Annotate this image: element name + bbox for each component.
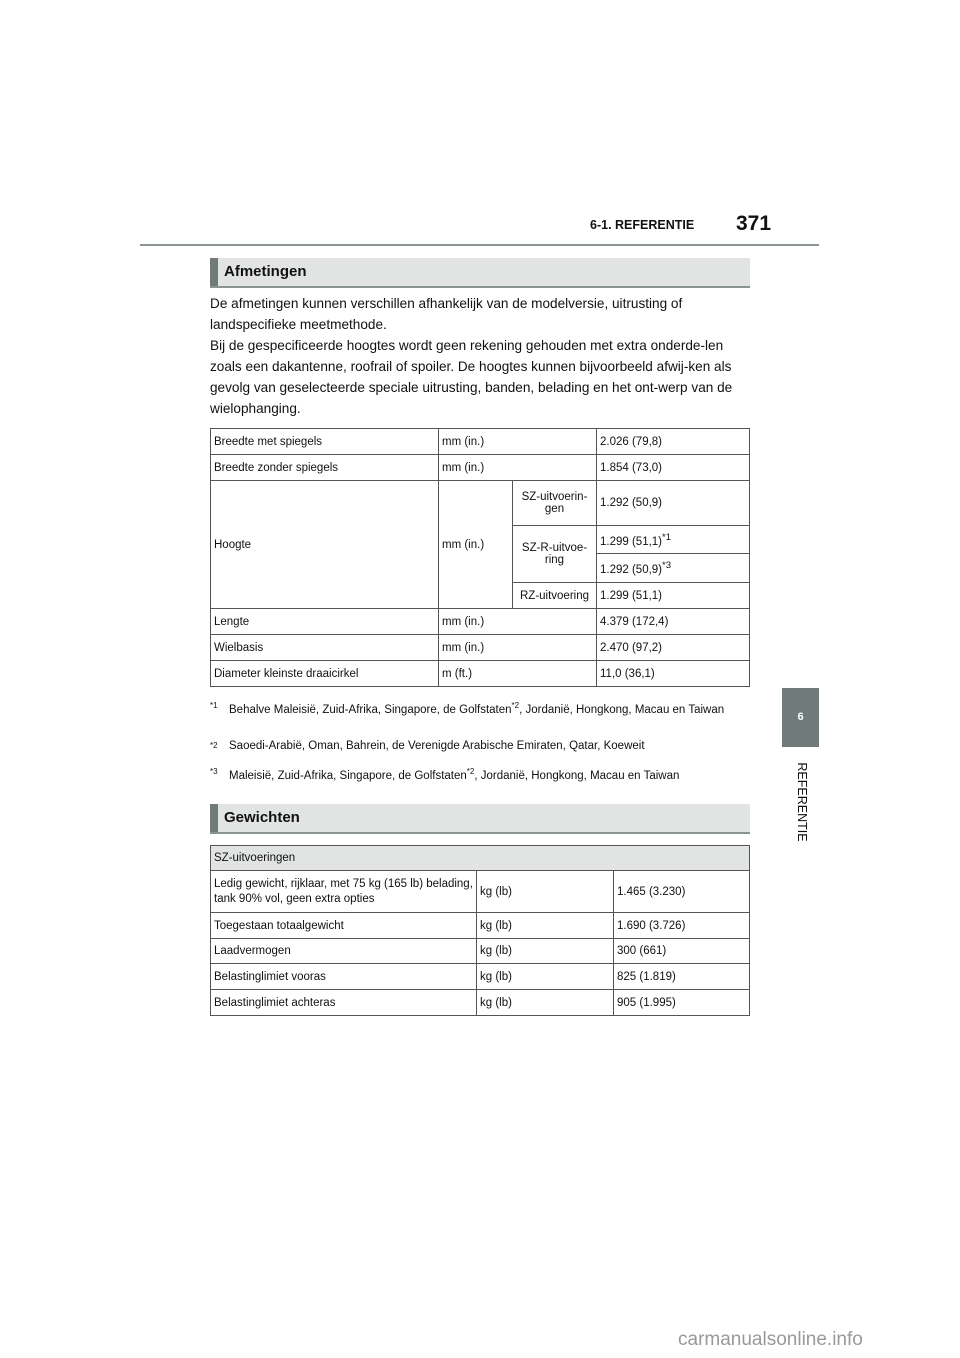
table-row xyxy=(211,429,750,455)
footnote-part: Behalve Maleisië, Zuid-Afrika, Singapore, de Golfstaten xyxy=(229,703,512,716)
cell-label: Hoogte xyxy=(211,481,439,609)
cell-value: 825 (1.819) xyxy=(614,964,750,990)
cell-group: SZ-uitvoeringen xyxy=(211,846,750,871)
section-marker xyxy=(210,804,218,832)
table-row xyxy=(211,871,750,913)
footnote-mark: *3 xyxy=(210,767,218,776)
watermark: carmanualsonline.info xyxy=(678,1329,863,1350)
cell-label: Ledig gewicht, rijklaar, met 75 kg (165 lb) belading, tank 90% vol, geen extra opties xyxy=(211,871,477,913)
page-number: 371 xyxy=(736,212,772,235)
section-title-afmetingen xyxy=(210,258,750,288)
value-text: 1.299 (51,1) xyxy=(600,535,663,548)
chapter-tab[interactable]: 6 xyxy=(782,688,819,747)
table-row xyxy=(211,939,750,964)
value-text: 1.292 (50,9) xyxy=(600,563,663,576)
chapter-label: REFERENTIE xyxy=(795,762,809,842)
footnote-ref: *2 xyxy=(466,767,475,776)
cell-value: 2.026 (79,8) xyxy=(597,429,750,455)
cell-value: 1.465 (3.230) xyxy=(614,871,750,913)
header-divider xyxy=(140,244,819,246)
footnote-mark: *2 xyxy=(210,741,218,750)
cell-label: Diameter kleinste draaicirkel xyxy=(211,661,439,687)
cell-unit: mm (in.) xyxy=(439,481,513,609)
section-title: Afmetingen xyxy=(224,263,307,280)
paragraph: Bij de gespecificeerde hoogtes wordt geen rekening gehouden met extra onderde-len zoals een dakantenne, roofrail of spoiler. De hoogtes kunnen bijvoorbeeld afwij-ken als gevolg van geselecteerde speciale uitrusting, banden, belading en het ont-werp van de wielophanging. xyxy=(210,338,733,416)
table-row xyxy=(211,964,750,990)
footnote-ref: *1 xyxy=(662,531,672,543)
cell-label: Belastinglimiet vooras xyxy=(211,964,477,990)
section-header: 6-1. REFERENTIE xyxy=(590,218,695,232)
cell-value: 1.292 (50,9) xyxy=(597,481,750,526)
cell-unit: mm (in.) xyxy=(439,455,597,481)
cell-value: 300 (661) xyxy=(614,939,750,964)
cell-unit: kg (lb) xyxy=(477,990,614,1016)
weights-table xyxy=(210,845,750,1016)
cell-unit: mm (in.) xyxy=(439,635,597,661)
cell-value: 905 (1.995) xyxy=(614,990,750,1016)
cell-variant: SZ-R-uitvoe-ring xyxy=(513,526,597,583)
paragraph: De afmetingen kunnen verschillen afhankelijk van de modelversie, uitrusting of landspecifieke meetmethode. xyxy=(210,296,683,332)
cell-value: 1.690 (3.726) xyxy=(614,913,750,939)
footnote xyxy=(210,698,755,718)
footnote xyxy=(210,764,755,784)
cell-value: 11,0 (36,1) xyxy=(597,661,750,687)
footnote-text: Saoedi-Arabië, Oman, Bahrein, de Verenigde Arabische Emiraten, Qatar, Koeweit xyxy=(229,740,645,752)
cell-unit: m (ft.) xyxy=(439,661,597,687)
dimensions-table xyxy=(210,428,750,687)
footnote xyxy=(210,738,755,754)
cell-unit: kg (lb) xyxy=(477,871,614,913)
cell-unit: mm (in.) xyxy=(439,429,597,455)
footnote-part: , Jordanië, Hongkong, Macau en Taiwan xyxy=(474,769,680,782)
cell-label: Breedte met spiegels xyxy=(211,429,439,455)
table-row xyxy=(211,455,750,481)
cell-value: 2.470 (97,2) xyxy=(597,635,750,661)
cell-label: Wielbasis xyxy=(211,635,439,661)
cell-value: 1.854 (73,0) xyxy=(597,455,750,481)
table-row xyxy=(211,990,750,1016)
section-marker xyxy=(210,258,218,286)
cell-unit: kg (lb) xyxy=(477,939,614,964)
footnote-part: , Jordanië, Hongkong, Macau en Taiwan xyxy=(519,703,725,716)
cell-label: Breedte zonder spiegels xyxy=(211,455,439,481)
cell-label: Toegestaan totaalgewicht xyxy=(211,913,477,939)
cell-value: 1.299 (51,1) xyxy=(597,583,750,609)
cell-value xyxy=(597,554,750,583)
cell-label: Lengte xyxy=(211,609,439,635)
cell-unit: kg (lb) xyxy=(477,913,614,939)
table-row xyxy=(211,661,750,687)
cell-value: 4.379 (172,4) xyxy=(597,609,750,635)
footnote-ref: *2 xyxy=(511,701,520,710)
table-group-header xyxy=(211,846,750,871)
footnote-mark: *1 xyxy=(210,701,218,710)
footnote-text xyxy=(229,698,755,718)
table-row xyxy=(211,609,750,635)
cell-variant: RZ-uitvoering xyxy=(513,583,597,609)
footnote-part: Maleisië, Zuid-Afrika, Singapore, de Golfstaten xyxy=(229,769,467,782)
cell-value xyxy=(597,526,750,554)
cell-unit: mm (in.) xyxy=(439,609,597,635)
section-title-gewichten xyxy=(210,804,750,834)
cell-label: Belastinglimiet achteras xyxy=(211,990,477,1016)
footnote-ref: *3 xyxy=(662,560,672,572)
cell-unit: kg (lb) xyxy=(477,964,614,990)
table-row xyxy=(211,481,750,526)
footnote-text xyxy=(229,764,755,784)
table-row xyxy=(211,635,750,661)
cell-variant: SZ-uitvoerin-gen xyxy=(513,481,597,526)
cell-label: Laadvermogen xyxy=(211,939,477,964)
table-row xyxy=(211,913,750,939)
section-title: Gewichten xyxy=(224,809,300,826)
